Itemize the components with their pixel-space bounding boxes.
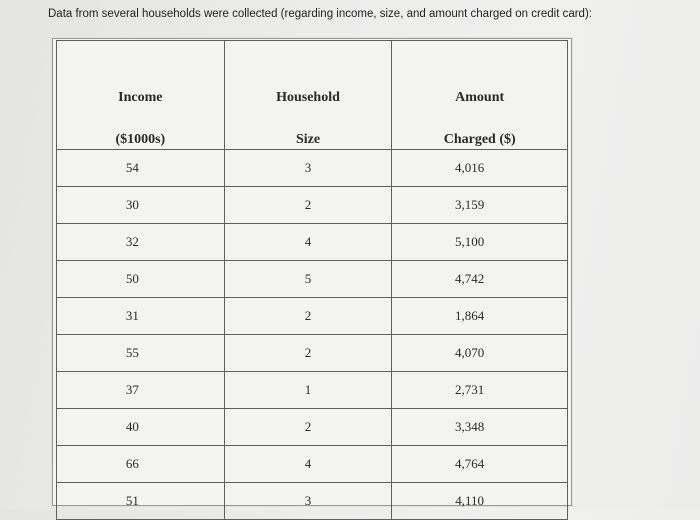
household-data-table bbox=[56, 40, 568, 520]
size-cell: 5 bbox=[224, 261, 392, 298]
charged-cell: 2,731 bbox=[392, 372, 568, 409]
household-size-header: Household Size bbox=[224, 41, 392, 150]
table-row bbox=[57, 150, 568, 187]
charged-cell: 4,070 bbox=[392, 335, 568, 372]
size-cell: 4 bbox=[224, 446, 392, 483]
size-cell: 1 bbox=[224, 372, 392, 409]
charged-cell: 3,159 bbox=[392, 187, 568, 224]
amount-charged-header: Amount Charged ($) bbox=[392, 41, 568, 150]
charged-cell: 4,742 bbox=[392, 261, 568, 298]
size-cell: 3 bbox=[224, 483, 392, 520]
size-cell: 2 bbox=[224, 409, 392, 446]
charged-cell: 3,348 bbox=[392, 409, 568, 446]
charged-cell: 4,016 bbox=[392, 150, 568, 187]
charged-cell: 4,110 bbox=[392, 483, 568, 520]
table-row bbox=[57, 335, 568, 372]
income-cell: 31 bbox=[57, 298, 225, 335]
income-cell: 66 bbox=[57, 446, 225, 483]
table-row bbox=[57, 446, 568, 483]
income-header: Income ($1000s) bbox=[57, 41, 225, 150]
size-cell: 4 bbox=[224, 224, 392, 261]
size-cell: 2 bbox=[224, 187, 392, 224]
size-cell: 3 bbox=[224, 150, 392, 187]
table-row bbox=[57, 372, 568, 409]
table-header bbox=[57, 41, 568, 150]
charged-cell: 5,100 bbox=[392, 224, 568, 261]
income-cell: 54 bbox=[57, 150, 225, 187]
table-row bbox=[57, 187, 568, 224]
income-cell: 30 bbox=[57, 187, 225, 224]
charged-cell: 1,864 bbox=[392, 298, 568, 335]
charged-cell: 4,764 bbox=[392, 446, 568, 483]
income-cell: 32 bbox=[57, 224, 225, 261]
table-row bbox=[57, 224, 568, 261]
table-row bbox=[57, 483, 568, 520]
income-cell: 50 bbox=[57, 261, 225, 298]
income-cell: 55 bbox=[57, 335, 225, 372]
income-cell: 37 bbox=[57, 372, 225, 409]
question-prompt: Data from several households were collected (regarding income, size, and amount charged on credit card): bbox=[48, 8, 592, 20]
size-cell: 2 bbox=[224, 298, 392, 335]
size-cell: 2 bbox=[224, 335, 392, 372]
header-row bbox=[57, 41, 568, 150]
income-cell: 51 bbox=[57, 483, 225, 520]
table-body bbox=[57, 150, 568, 520]
table-row bbox=[57, 298, 568, 335]
income-cell: 40 bbox=[57, 409, 225, 446]
table-row bbox=[57, 261, 568, 298]
table-row bbox=[57, 409, 568, 446]
